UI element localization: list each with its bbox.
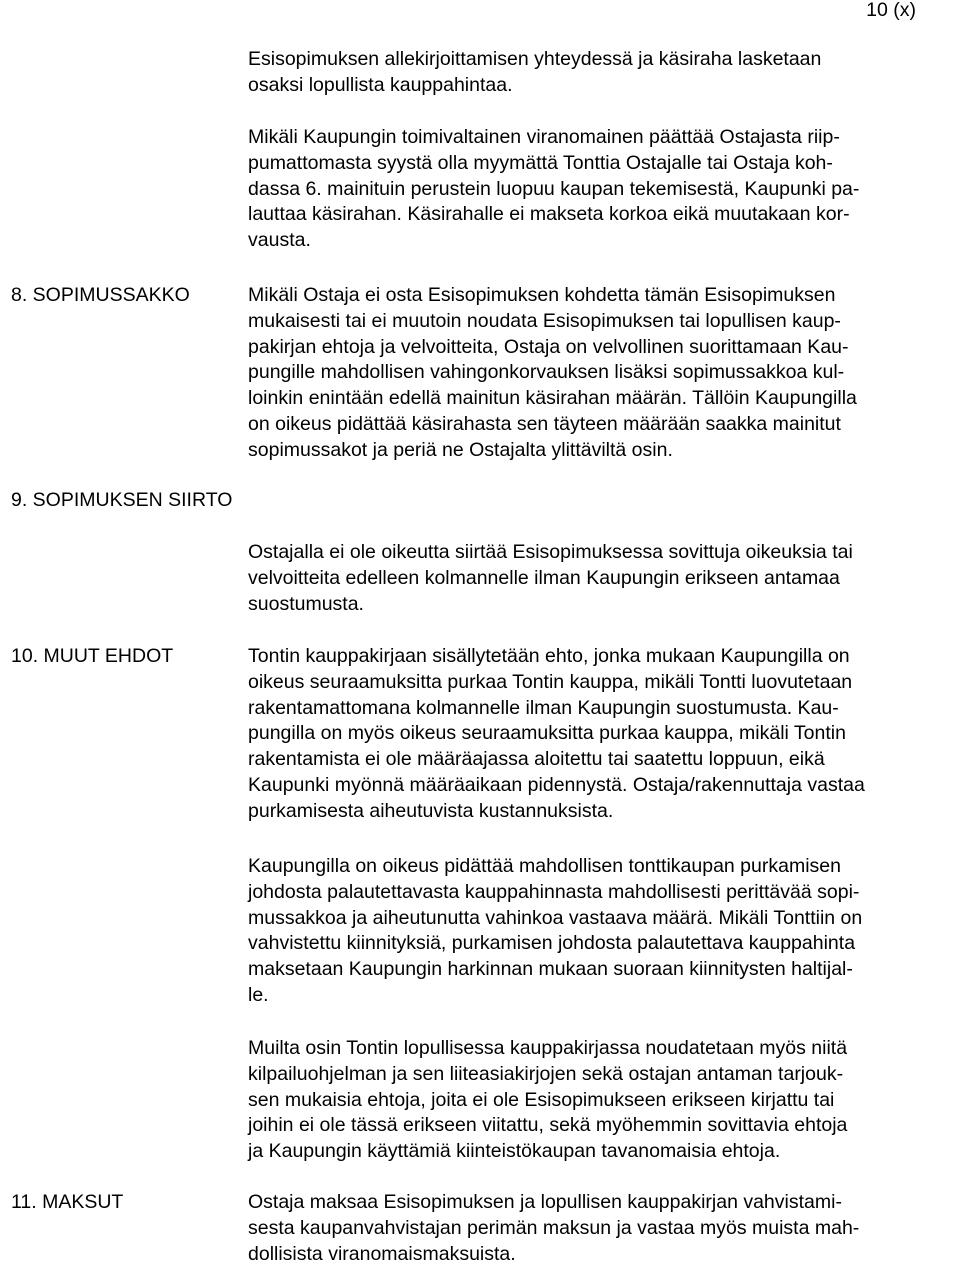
- text-line: Ostaja maksaa Esisopimuksen ja lopullisen kauppakirjan vahvistami-: [248, 1191, 842, 1213]
- text-line: Muilta osin Tontin lopullisessa kauppakirjassa noudatetaan myös niitä: [248, 1037, 848, 1059]
- section-paragraph: [248, 854, 960, 1009]
- section-heading-maksut: 11. MAKSUT: [11, 1191, 124, 1213]
- text-line: sen mukaisia ehtoja, joita ei ole Esisopimukseen erikseen kirjattu tai: [248, 1088, 835, 1111]
- text-line: rakentamista ei ole määräajassa aloitettu tai saatettu loppuun, eikä: [248, 748, 825, 771]
- text-line: rakentamattomana kolmannelle ilman Kaupungin suostumusta. Kau-: [248, 696, 839, 719]
- text-line: Mikäli Ostaja ei osta Esisopimuksen kohdetta tämän Esisopimuksen: [248, 284, 836, 306]
- section-heading-sopimuksen-siirto: 9. SOPIMUKSEN SIIRTO: [11, 489, 233, 511]
- text-line: mukaisesti tai ei muutoin noudata Esisopimuksen tai lopullisen kaup-: [248, 309, 841, 332]
- page-number: 10 (x): [866, 0, 916, 21]
- text-line: mussakkoa ja aiheutunutta vahinkoa vastaava määrä. Mikäli Tonttiin on: [248, 906, 863, 929]
- text-line: Mikäli Kaupungin toimivaltainen viranomainen päättää Ostajasta riip-: [248, 126, 840, 148]
- text-line: Kaupungilla on oikeus pidättää mahdollisen tonttikaupan purkamisen: [248, 855, 841, 877]
- text-line: oikeus seuraamuksitta purkaa Tontin kauppa, mikäli Tontti luovutetaan: [248, 670, 853, 693]
- section-heading-muut-ehdot: 10. MUUT EHDOT: [11, 645, 174, 667]
- text-line: suostumusta.: [248, 592, 364, 615]
- section-paragraph: [248, 1190, 960, 1267]
- text-line: pakirjan ehtoja ja velvoitteita, Ostaja on velvollinen suorittamaan Kau-: [248, 335, 849, 358]
- text-line: Tontin kauppakirjaan sisällytetään ehto, jonka mukaan Kaupungilla on: [248, 645, 850, 667]
- text-line: pungille mahdollisen vahingonkorvauksen lisäksi sopimussakkoa kul-: [248, 361, 845, 384]
- text-line: purkamisesta aiheutuvista kustannuksista.: [248, 799, 614, 822]
- intro-paragraph: [248, 47, 960, 99]
- text-line: Ostajalla ei ole oikeutta siirtää Esisopimuksessa sovittuja oikeuksia tai: [248, 541, 853, 563]
- text-line: loinkin enintään edellä mainitun käsirahan määrän. Tällöin Kaupungilla: [248, 387, 857, 410]
- text-line: sesta kaupanvahvistajan perimän maksun ja vastaa myös muista mah-: [248, 1216, 860, 1239]
- text-line: pumattomasta syystä olla myymättä Tonttia Ostajalle tai Ostaja koh-: [248, 151, 833, 174]
- text-line: kilpailuohjelman ja sen liiteasiakirjojen sekä ostajan antaman tarjouk-: [248, 1062, 844, 1085]
- text-line: velvoitteita edelleen kolmannelle ilman Kaupungin erikseen antamaa: [248, 566, 840, 589]
- text-line: osaksi lopullista kauppahintaa.: [248, 73, 513, 96]
- text-line: le.: [248, 983, 269, 1006]
- text-line: Esisopimuksen allekirjoittamisen yhteydessä ja käsiraha lasketaan: [248, 48, 822, 70]
- section-paragraph: [248, 1036, 960, 1165]
- text-line: on oikeus pidättää käsirahasta sen täyteen määrään saakka mainitut: [248, 412, 841, 435]
- text-line: johdosta palautettavasta kauppahinnasta mahdollisesti perittävää sopi-: [248, 880, 860, 903]
- text-line: Kaupunki myönnä määräaikaan pidennystä. Ostaja/rakennuttaja vastaa: [248, 773, 865, 796]
- text-line: maksetaan Kaupungin harkinnan mukaan suoraan kiinnitysten haltijal-: [248, 958, 853, 981]
- text-line: ja Kaupungin käyttämiä kiinteistökaupan tavanomaisia ehtoja.: [248, 1140, 781, 1163]
- section-paragraph: [248, 644, 960, 825]
- text-line: vausta.: [248, 229, 311, 252]
- text-line: sopimussakot ja periä ne Ostajalta ylittäviltä osin.: [248, 438, 673, 461]
- section-paragraph: [248, 283, 960, 464]
- text-line: joihin ei ole tässä erikseen viitattu, sekä myöhemmin sovittavia ehtoja: [248, 1114, 848, 1137]
- text-line: pungilla on myös oikeus seuraamuksitta purkaa kauppa, mikäli Tontin: [248, 722, 846, 745]
- text-line: dollisista viranomaismaksuista.: [248, 1242, 516, 1265]
- text-line: dassa 6. mainituin perustein luopuu kaupan tekemisestä, Kaupunki pa-: [248, 177, 860, 200]
- text-line: lauttaa käsirahan. Käsirahalle ei makseta korkoa eikä muutakaan kor-: [248, 203, 850, 226]
- text-line: vahvistettu kiinnityksiä, purkamisen johdosta palautettava kauppahinta: [248, 932, 856, 955]
- section-paragraph: [248, 540, 960, 617]
- intro-paragraph: [248, 125, 960, 254]
- section-heading-sopimussakko: 8. SOPIMUSSAKKO: [11, 284, 190, 306]
